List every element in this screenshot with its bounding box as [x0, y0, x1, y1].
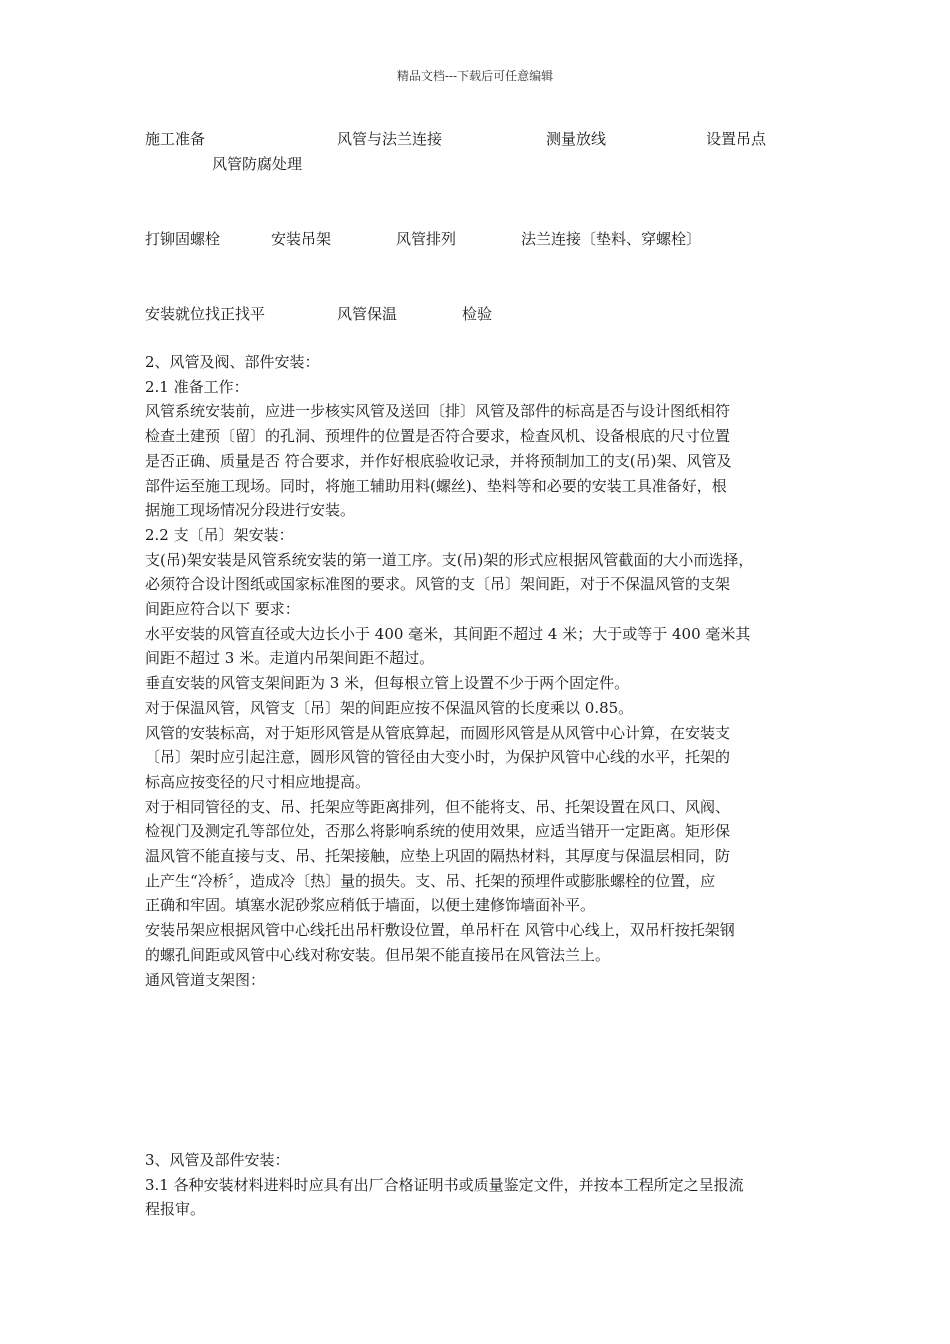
paragraph-line: 据施工现场情况分段进行安装。	[145, 501, 356, 520]
paragraph-line: 对于保温风管，风管支〔吊〕架的间距应按不保温风管的长度乘以 0.85。	[145, 698, 634, 717]
paragraph-line: 风管的安装标高，对于矩形风管是从管底算起，而圆形风管是从风管中心计算，在安装支	[145, 723, 731, 742]
paragraph-line: 止产生“冷桥〞，造成冷〔热〕量的损失。支、吊、托架的预埋件或膨胀螺栓的位置，应	[145, 871, 716, 890]
flow-step-inspection: 检验	[462, 305, 493, 323]
paragraph-line: 程报审。	[145, 1200, 206, 1219]
subsection-2-1-title: 2.1 准备工作：	[145, 377, 249, 396]
paragraph-line: 标高应按变径的尺寸相应地提高。	[145, 772, 371, 791]
flow-step-anchor-bolts: 打铆固螺栓	[145, 230, 221, 248]
flow-step-duct-insulation: 风管保温	[337, 305, 398, 323]
paragraph-line: 安装吊架应根据风管中心线托出吊杆敷设位置，单吊杆在 风管中心线上，双吊杆按托架钢	[145, 921, 735, 940]
paragraph-line: 间距不超过 3 米。走道内吊架间距不超过。	[145, 649, 435, 668]
paragraph-line: 垂直安装的风管支架间距为 3 米，但每根立管上设置不少于两个固定件。	[145, 674, 630, 693]
flow-step-anticorrosion: 风管防腐处理	[212, 155, 303, 173]
section-2	[145, 350, 813, 992]
paragraph-line: 水平安装的风管直径或大边长小于 400 毫米，其间距不超过 4 米；大于或等于 400 毫米其	[145, 624, 751, 643]
paragraph-line: 检视门及测定孔等部位处，否那么将影响系统的使用效果，应适当错开一定距离。矩形保	[145, 822, 731, 841]
figure-caption: 通风管道支架图：	[145, 970, 266, 989]
flow-step-flange-connection: 法兰连接〔垫料、穿螺栓〕	[521, 230, 702, 248]
paragraph-line: 对于相同管径的支、吊、托架应等距离排列，但不能将支、吊、托架设置在风口、风阀、	[145, 797, 731, 816]
flow-step-duct-flange-connect: 风管与法兰连接	[337, 130, 443, 148]
paragraph-line: 支(吊)架安装是风管系统安装的第一道工序。支(吊)架的形式应根据风管截面的大小而选择，	[145, 550, 754, 569]
paragraph-line: 间距应符合以下 要求：	[145, 600, 300, 619]
paragraph-line: 必须符合设计图纸或国家标准图的要求。风管的支〔吊〕架间距，对于不保温风管的支架	[145, 575, 731, 594]
paragraph-line: 正确和牢固。填塞水泥砂浆应稍低于墙面，以便土建修饰墙面补平。	[145, 896, 596, 915]
paragraph-line: 温风管不能直接与支、吊、托架接触，应垫上巩固的隔热材料，其厚度与保温层相同，防	[145, 847, 731, 866]
paragraph-line: 3.1 各种安装材料进料时应具有出厂合格证明书或质量鉴定文件，并按本工程所定之呈报流	[145, 1175, 744, 1194]
flow-step-survey-layout: 测量放线	[546, 130, 607, 148]
paragraph-line: 风管系统安装前，应进一步核实风管及送回〔排〕风管及部件的标高是否与设计图纸相符	[145, 402, 731, 421]
paragraph-line: 〔吊〕架时应引起注意，圆形风管的管径由大变小时，为保护风管中心线的水平，托架的	[145, 748, 731, 767]
section-3-heading: 3、风管及部件安装：	[145, 1151, 290, 1169]
flow-step-positioning-leveling: 安装就位找正找平	[145, 305, 266, 323]
paragraph-line: 部件运至施工现场。同时，将施工辅助用料(螺丝)、垫料等和必要的安装工具准备好，根	[145, 476, 727, 495]
paragraph-line: 的螺孔间距或风管中心线对称安装。但吊架不能直接吊在风管法兰上。	[145, 945, 611, 964]
paragraph-line: 是否正确、质量是否 符合要求，并作好根底验收记录，并将预制加工的支(吊)架、风管及	[145, 451, 732, 470]
subsection-2-2-title: 2.2 支〔吊〕架安装：	[145, 525, 294, 544]
page-header: 精品文档---下载后可任意编辑	[396, 69, 554, 83]
flow-step-install-hangers: 安装吊架	[271, 230, 332, 248]
section-3	[145, 1148, 813, 1222]
paragraph-line: 检查土建预〔留〕的孔洞、预埋件的位置是否符合要求，检查风机、设备根底的尺寸位置	[145, 427, 731, 446]
flow-step-set-hanging-points: 设置吊点	[706, 130, 767, 148]
flow-step-construction-prep: 施工准备	[145, 130, 206, 148]
flow-step-duct-arrangement: 风管排列	[396, 230, 457, 248]
section-2-heading: 2、风管及阀、部件安装：	[145, 353, 320, 371]
